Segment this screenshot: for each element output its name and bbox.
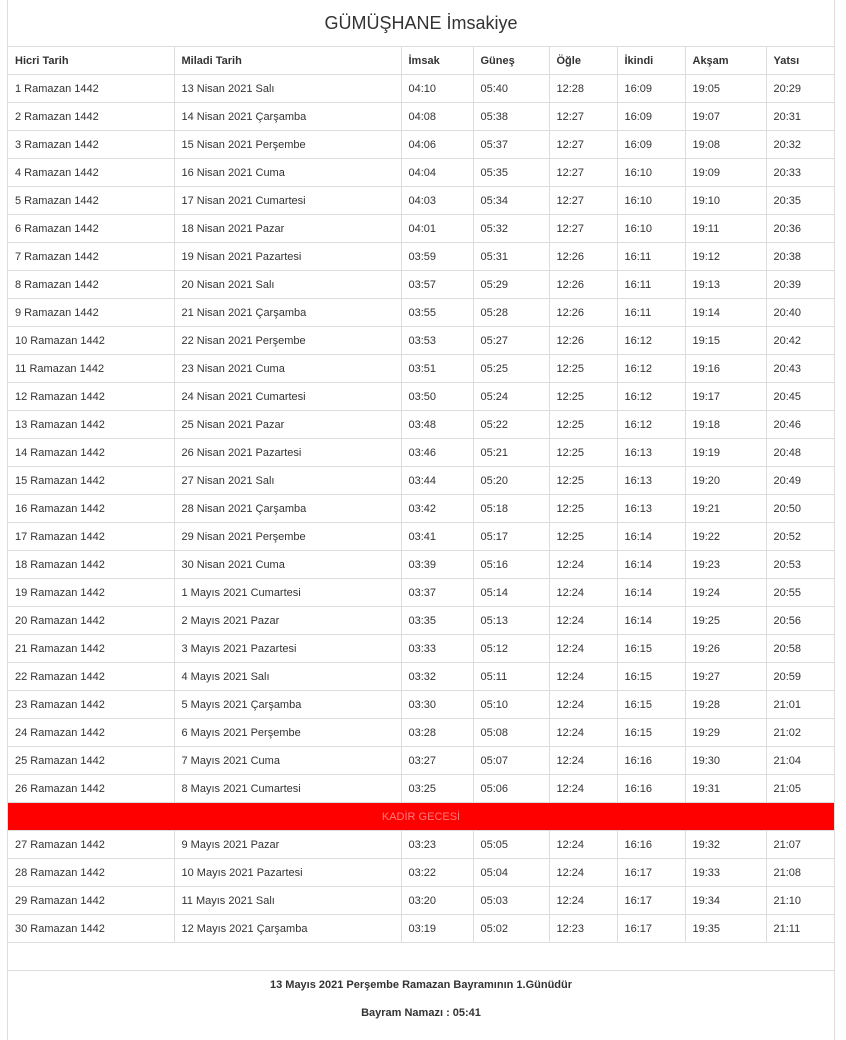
cell-gunes: 05:31 bbox=[473, 243, 549, 271]
header-miladi-tarih: Miladi Tarih bbox=[174, 47, 401, 75]
cell-ikindi: 16:13 bbox=[617, 495, 685, 523]
cell-hicri-tarih: 11 Ramazan 1442 bbox=[8, 355, 174, 383]
bayram-notice: 13 Mayıs 2021 Perşembe Ramazan Bayramının 1.Günüdür bbox=[269, 979, 573, 991]
cell-ikindi: 16:12 bbox=[617, 411, 685, 439]
cell-yatsi: 20:49 bbox=[766, 467, 834, 495]
cell-miladi-tarih: 18 Nisan 2021 Pazar bbox=[174, 215, 401, 243]
cell-aksam: 19:21 bbox=[685, 495, 766, 523]
cell-miladi-tarih: 9 Mayıs 2021 Pazar bbox=[174, 831, 401, 859]
table-row bbox=[8, 187, 834, 215]
cell-hicri-tarih: 5 Ramazan 1442 bbox=[8, 187, 174, 215]
cell-ikindi: 16:12 bbox=[617, 355, 685, 383]
cell-ikindi: 16:12 bbox=[617, 383, 685, 411]
cell-imsak: 03:46 bbox=[401, 439, 473, 467]
cell-hicri-tarih: 28 Ramazan 1442 bbox=[8, 859, 174, 887]
cell-yatsi: 21:10 bbox=[766, 887, 834, 915]
cell-yatsi: 21:04 bbox=[766, 747, 834, 775]
table-row bbox=[8, 579, 834, 607]
cell-aksam: 19:19 bbox=[685, 439, 766, 467]
cell-yatsi: 21:08 bbox=[766, 859, 834, 887]
table-row bbox=[8, 159, 834, 187]
cell-yatsi: 20:39 bbox=[766, 271, 834, 299]
cell-ogle: 12:27 bbox=[549, 159, 617, 187]
table-row bbox=[8, 887, 834, 915]
cell-imsak: 03:33 bbox=[401, 635, 473, 663]
cell-ogle: 12:24 bbox=[549, 887, 617, 915]
cell-miladi-tarih: 6 Mayıs 2021 Perşembe bbox=[174, 719, 401, 747]
table-row bbox=[8, 355, 834, 383]
cell-imsak: 03:27 bbox=[401, 747, 473, 775]
table-row bbox=[8, 383, 834, 411]
cell-imsak: 04:08 bbox=[401, 103, 473, 131]
cell-aksam: 19:23 bbox=[685, 551, 766, 579]
cell-ikindi: 16:15 bbox=[617, 635, 685, 663]
cell-hicri-tarih: 2 Ramazan 1442 bbox=[8, 103, 174, 131]
cell-ikindi: 16:11 bbox=[617, 271, 685, 299]
cell-gunes: 05:18 bbox=[473, 495, 549, 523]
cell-gunes: 05:22 bbox=[473, 411, 549, 439]
cell-gunes: 05:35 bbox=[473, 159, 549, 187]
cell-imsak: 03:51 bbox=[401, 355, 473, 383]
cell-yatsi: 20:29 bbox=[766, 75, 834, 103]
cell-aksam: 19:18 bbox=[685, 411, 766, 439]
cell-imsak: 03:32 bbox=[401, 663, 473, 691]
cell-yatsi: 20:43 bbox=[766, 355, 834, 383]
cell-ogle: 12:27 bbox=[549, 103, 617, 131]
cell-imsak: 03:20 bbox=[401, 887, 473, 915]
cell-ogle: 12:27 bbox=[549, 187, 617, 215]
cell-aksam: 19:15 bbox=[685, 327, 766, 355]
cell-ogle: 12:25 bbox=[549, 439, 617, 467]
table-row bbox=[8, 831, 834, 859]
cell-miladi-tarih: 19 Nisan 2021 Pazartesi bbox=[174, 243, 401, 271]
cell-gunes: 05:37 bbox=[473, 131, 549, 159]
cell-gunes: 05:11 bbox=[473, 663, 549, 691]
header-ogle: Öğle bbox=[549, 47, 617, 75]
cell-miladi-tarih: 11 Mayıs 2021 Salı bbox=[174, 887, 401, 915]
cell-yatsi: 20:59 bbox=[766, 663, 834, 691]
cell-gunes: 05:20 bbox=[473, 467, 549, 495]
table-row bbox=[8, 467, 834, 495]
cell-gunes: 05:05 bbox=[473, 831, 549, 859]
cell-gunes: 05:08 bbox=[473, 719, 549, 747]
cell-gunes: 05:13 bbox=[473, 607, 549, 635]
cell-yatsi: 20:31 bbox=[766, 103, 834, 131]
bayram-namazi-time: Bayram Namazı : 05:41 bbox=[361, 1007, 481, 1019]
cell-yatsi: 21:01 bbox=[766, 691, 834, 719]
cell-ikindi: 16:16 bbox=[617, 775, 685, 803]
cell-gunes: 05:24 bbox=[473, 383, 549, 411]
cell-hicri-tarih: 10 Ramazan 1442 bbox=[8, 327, 174, 355]
table-row bbox=[8, 775, 834, 803]
kadir-gecesi-row bbox=[8, 803, 834, 831]
cell-aksam: 19:05 bbox=[685, 75, 766, 103]
cell-aksam: 19:09 bbox=[685, 159, 766, 187]
cell-gunes: 05:16 bbox=[473, 551, 549, 579]
cell-yatsi: 20:50 bbox=[766, 495, 834, 523]
table-spacer bbox=[8, 943, 834, 971]
cell-gunes: 05:04 bbox=[473, 859, 549, 887]
cell-hicri-tarih: 4 Ramazan 1442 bbox=[8, 159, 174, 187]
cell-ogle: 12:24 bbox=[549, 719, 617, 747]
cell-ikindi: 16:11 bbox=[617, 299, 685, 327]
cell-aksam: 19:16 bbox=[685, 355, 766, 383]
cell-yatsi: 20:48 bbox=[766, 439, 834, 467]
cell-hicri-tarih: 8 Ramazan 1442 bbox=[8, 271, 174, 299]
cell-aksam: 19:13 bbox=[685, 271, 766, 299]
cell-aksam: 19:20 bbox=[685, 467, 766, 495]
cell-imsak: 03:41 bbox=[401, 523, 473, 551]
cell-ikindi: 16:10 bbox=[617, 159, 685, 187]
cell-gunes: 05:29 bbox=[473, 271, 549, 299]
cell-miladi-tarih: 29 Nisan 2021 Perşembe bbox=[174, 523, 401, 551]
cell-hicri-tarih: 25 Ramazan 1442 bbox=[8, 747, 174, 775]
cell-hicri-tarih: 26 Ramazan 1442 bbox=[8, 775, 174, 803]
cell-gunes: 05:32 bbox=[473, 215, 549, 243]
cell-ikindi: 16:14 bbox=[617, 551, 685, 579]
cell-ogle: 12:26 bbox=[549, 299, 617, 327]
cell-ogle: 12:26 bbox=[549, 243, 617, 271]
cell-miladi-tarih: 27 Nisan 2021 Salı bbox=[174, 467, 401, 495]
cell-ogle: 12:25 bbox=[549, 495, 617, 523]
cell-yatsi: 20:36 bbox=[766, 215, 834, 243]
cell-yatsi: 20:35 bbox=[766, 187, 834, 215]
cell-gunes: 05:14 bbox=[473, 579, 549, 607]
cell-gunes: 05:34 bbox=[473, 187, 549, 215]
cell-hicri-tarih: 6 Ramazan 1442 bbox=[8, 215, 174, 243]
cell-ikindi: 16:16 bbox=[617, 831, 685, 859]
cell-aksam: 19:32 bbox=[685, 831, 766, 859]
cell-aksam: 19:14 bbox=[685, 299, 766, 327]
cell-imsak: 03:48 bbox=[401, 411, 473, 439]
cell-miladi-tarih: 21 Nisan 2021 Çarşamba bbox=[174, 299, 401, 327]
cell-ikindi: 16:13 bbox=[617, 439, 685, 467]
cell-hicri-tarih: 14 Ramazan 1442 bbox=[8, 439, 174, 467]
cell-ikindi: 16:17 bbox=[617, 887, 685, 915]
cell-hicri-tarih: 9 Ramazan 1442 bbox=[8, 299, 174, 327]
cell-ikindi: 16:14 bbox=[617, 607, 685, 635]
cell-ogle: 12:23 bbox=[549, 915, 617, 943]
cell-ikindi: 16:09 bbox=[617, 131, 685, 159]
cell-yatsi: 20:33 bbox=[766, 159, 834, 187]
cell-ogle: 12:24 bbox=[549, 635, 617, 663]
cell-gunes: 05:21 bbox=[473, 439, 549, 467]
cell-yatsi: 21:07 bbox=[766, 831, 834, 859]
cell-aksam: 19:17 bbox=[685, 383, 766, 411]
cell-hicri-tarih: 21 Ramazan 1442 bbox=[8, 635, 174, 663]
cell-miladi-tarih: 14 Nisan 2021 Çarşamba bbox=[174, 103, 401, 131]
header-yatsi: Yatsı bbox=[766, 47, 834, 75]
cell-imsak: 03:53 bbox=[401, 327, 473, 355]
cell-aksam: 19:28 bbox=[685, 691, 766, 719]
cell-ogle: 12:24 bbox=[549, 775, 617, 803]
cell-gunes: 05:25 bbox=[473, 355, 549, 383]
cell-ikindi: 16:12 bbox=[617, 327, 685, 355]
cell-imsak: 03:39 bbox=[401, 551, 473, 579]
cell-ogle: 12:28 bbox=[549, 75, 617, 103]
table-row bbox=[8, 915, 834, 943]
cell-ogle: 12:27 bbox=[549, 131, 617, 159]
cell-miladi-tarih: 24 Nisan 2021 Cumartesi bbox=[174, 383, 401, 411]
cell-gunes: 05:10 bbox=[473, 691, 549, 719]
cell-ikindi: 16:09 bbox=[617, 75, 685, 103]
cell-aksam: 19:11 bbox=[685, 215, 766, 243]
cell-gunes: 05:38 bbox=[473, 103, 549, 131]
cell-ikindi: 16:17 bbox=[617, 915, 685, 943]
cell-imsak: 03:50 bbox=[401, 383, 473, 411]
cell-ikindi: 16:10 bbox=[617, 215, 685, 243]
cell-gunes: 05:28 bbox=[473, 299, 549, 327]
cell-miladi-tarih: 26 Nisan 2021 Pazartesi bbox=[174, 439, 401, 467]
table-row bbox=[8, 75, 834, 103]
table-row bbox=[8, 523, 834, 551]
header-hicri-tarih: Hicri Tarih bbox=[8, 47, 174, 75]
cell-hicri-tarih: 15 Ramazan 1442 bbox=[8, 467, 174, 495]
cell-ogle: 12:26 bbox=[549, 327, 617, 355]
cell-miladi-tarih: 13 Nisan 2021 Salı bbox=[174, 75, 401, 103]
header-aksam: Akşam bbox=[685, 47, 766, 75]
cell-gunes: 05:12 bbox=[473, 635, 549, 663]
cell-gunes: 05:06 bbox=[473, 775, 549, 803]
cell-hicri-tarih: 19 Ramazan 1442 bbox=[8, 579, 174, 607]
cell-ogle: 12:24 bbox=[549, 579, 617, 607]
cell-yatsi: 20:52 bbox=[766, 523, 834, 551]
cell-imsak: 03:35 bbox=[401, 607, 473, 635]
cell-hicri-tarih: 29 Ramazan 1442 bbox=[8, 887, 174, 915]
cell-aksam: 19:07 bbox=[685, 103, 766, 131]
cell-hicri-tarih: 23 Ramazan 1442 bbox=[8, 691, 174, 719]
cell-miladi-tarih: 16 Nisan 2021 Cuma bbox=[174, 159, 401, 187]
cell-ogle: 12:24 bbox=[549, 747, 617, 775]
cell-gunes: 05:27 bbox=[473, 327, 549, 355]
cell-yatsi: 21:05 bbox=[766, 775, 834, 803]
cell-imsak: 04:04 bbox=[401, 159, 473, 187]
cell-miladi-tarih: 30 Nisan 2021 Cuma bbox=[174, 551, 401, 579]
cell-ikindi: 16:15 bbox=[617, 719, 685, 747]
cell-miladi-tarih: 4 Mayıs 2021 Salı bbox=[174, 663, 401, 691]
cell-miladi-tarih: 22 Nisan 2021 Perşembe bbox=[174, 327, 401, 355]
table-row bbox=[8, 411, 834, 439]
table-row bbox=[8, 439, 834, 467]
cell-ikindi: 16:15 bbox=[617, 663, 685, 691]
cell-hicri-tarih: 20 Ramazan 1442 bbox=[8, 607, 174, 635]
cell-hicri-tarih: 7 Ramazan 1442 bbox=[8, 243, 174, 271]
cell-miladi-tarih: 15 Nisan 2021 Perşembe bbox=[174, 131, 401, 159]
imsakiye-panel bbox=[7, 0, 835, 1040]
cell-aksam: 19:08 bbox=[685, 131, 766, 159]
cell-ogle: 12:25 bbox=[549, 355, 617, 383]
cell-ikindi: 16:09 bbox=[617, 103, 685, 131]
cell-imsak: 03:28 bbox=[401, 719, 473, 747]
cell-ikindi: 16:14 bbox=[617, 523, 685, 551]
table-row bbox=[8, 719, 834, 747]
cell-ikindi: 16:16 bbox=[617, 747, 685, 775]
cell-hicri-tarih: 17 Ramazan 1442 bbox=[8, 523, 174, 551]
cell-ogle: 12:24 bbox=[549, 831, 617, 859]
cell-ogle: 12:26 bbox=[549, 271, 617, 299]
cell-imsak: 03:22 bbox=[401, 859, 473, 887]
cell-miladi-tarih: 28 Nisan 2021 Çarşamba bbox=[174, 495, 401, 523]
cell-imsak: 04:03 bbox=[401, 187, 473, 215]
cell-miladi-tarih: 12 Mayıs 2021 Çarşamba bbox=[174, 915, 401, 943]
cell-ogle: 12:25 bbox=[549, 411, 617, 439]
cell-hicri-tarih: 30 Ramazan 1442 bbox=[8, 915, 174, 943]
cell-imsak: 03:19 bbox=[401, 915, 473, 943]
cell-aksam: 19:31 bbox=[685, 775, 766, 803]
cell-hicri-tarih: 24 Ramazan 1442 bbox=[8, 719, 174, 747]
cell-imsak: 03:42 bbox=[401, 495, 473, 523]
table-row bbox=[8, 747, 834, 775]
cell-miladi-tarih: 5 Mayıs 2021 Çarşamba bbox=[174, 691, 401, 719]
cell-imsak: 04:01 bbox=[401, 215, 473, 243]
cell-imsak: 04:10 bbox=[401, 75, 473, 103]
table-row bbox=[8, 215, 834, 243]
cell-imsak: 03:30 bbox=[401, 691, 473, 719]
table-body bbox=[8, 75, 834, 943]
table-row bbox=[8, 271, 834, 299]
table-row bbox=[8, 243, 834, 271]
cell-gunes: 05:03 bbox=[473, 887, 549, 915]
table-header-row bbox=[8, 47, 834, 75]
cell-imsak: 04:06 bbox=[401, 131, 473, 159]
cell-ogle: 12:25 bbox=[549, 467, 617, 495]
cell-miladi-tarih: 25 Nisan 2021 Pazar bbox=[174, 411, 401, 439]
cell-aksam: 19:35 bbox=[685, 915, 766, 943]
cell-yatsi: 20:42 bbox=[766, 327, 834, 355]
imsakiye-table bbox=[8, 47, 834, 943]
cell-miladi-tarih: 3 Mayıs 2021 Pazartesi bbox=[174, 635, 401, 663]
cell-hicri-tarih: 18 Ramazan 1442 bbox=[8, 551, 174, 579]
table-row bbox=[8, 607, 834, 635]
cell-yatsi: 20:45 bbox=[766, 383, 834, 411]
cell-ogle: 12:24 bbox=[549, 691, 617, 719]
cell-aksam: 19:33 bbox=[685, 859, 766, 887]
cell-miladi-tarih: 7 Mayıs 2021 Cuma bbox=[174, 747, 401, 775]
cell-miladi-tarih: 17 Nisan 2021 Cumartesi bbox=[174, 187, 401, 215]
cell-imsak: 03:55 bbox=[401, 299, 473, 327]
cell-imsak: 03:44 bbox=[401, 467, 473, 495]
cell-hicri-tarih: 1 Ramazan 1442 bbox=[8, 75, 174, 103]
cell-imsak: 03:59 bbox=[401, 243, 473, 271]
cell-ikindi: 16:10 bbox=[617, 187, 685, 215]
page-title: GÜMÜŞHANE İmsakiye bbox=[8, 0, 834, 47]
cell-miladi-tarih: 20 Nisan 2021 Salı bbox=[174, 271, 401, 299]
table-row bbox=[8, 663, 834, 691]
header-gunes: Güneş bbox=[473, 47, 549, 75]
cell-yatsi: 20:58 bbox=[766, 635, 834, 663]
cell-aksam: 19:22 bbox=[685, 523, 766, 551]
cell-yatsi: 20:55 bbox=[766, 579, 834, 607]
table-row bbox=[8, 103, 834, 131]
cell-miladi-tarih: 2 Mayıs 2021 Pazar bbox=[174, 607, 401, 635]
cell-imsak: 03:37 bbox=[401, 579, 473, 607]
cell-imsak: 03:23 bbox=[401, 831, 473, 859]
table-row bbox=[8, 691, 834, 719]
cell-hicri-tarih: 22 Ramazan 1442 bbox=[8, 663, 174, 691]
table-row bbox=[8, 495, 834, 523]
header-imsak: İmsak bbox=[401, 47, 473, 75]
cell-aksam: 19:24 bbox=[685, 579, 766, 607]
cell-hicri-tarih: 12 Ramazan 1442 bbox=[8, 383, 174, 411]
cell-ogle: 12:24 bbox=[549, 663, 617, 691]
cell-yatsi: 20:40 bbox=[766, 299, 834, 327]
cell-ikindi: 16:11 bbox=[617, 243, 685, 271]
cell-aksam: 19:29 bbox=[685, 719, 766, 747]
table-row bbox=[8, 859, 834, 887]
table-row bbox=[8, 327, 834, 355]
cell-aksam: 19:10 bbox=[685, 187, 766, 215]
kadir-gecesi-label: KADİR GECESİ bbox=[8, 803, 834, 831]
cell-yatsi: 21:02 bbox=[766, 719, 834, 747]
table-row bbox=[8, 551, 834, 579]
cell-gunes: 05:02 bbox=[473, 915, 549, 943]
cell-hicri-tarih: 27 Ramazan 1442 bbox=[8, 831, 174, 859]
cell-aksam: 19:34 bbox=[685, 887, 766, 915]
cell-ikindi: 16:17 bbox=[617, 859, 685, 887]
cell-ogle: 12:24 bbox=[549, 859, 617, 887]
cell-gunes: 05:07 bbox=[473, 747, 549, 775]
cell-yatsi: 20:38 bbox=[766, 243, 834, 271]
cell-ikindi: 16:14 bbox=[617, 579, 685, 607]
cell-gunes: 05:17 bbox=[473, 523, 549, 551]
cell-ogle: 12:25 bbox=[549, 523, 617, 551]
header-ikindi: İkindi bbox=[617, 47, 685, 75]
cell-ogle: 12:25 bbox=[549, 383, 617, 411]
table-row bbox=[8, 131, 834, 159]
cell-aksam: 19:30 bbox=[685, 747, 766, 775]
cell-aksam: 19:12 bbox=[685, 243, 766, 271]
cell-aksam: 19:25 bbox=[685, 607, 766, 635]
cell-miladi-tarih: 1 Mayıs 2021 Cumartesi bbox=[174, 579, 401, 607]
cell-miladi-tarih: 10 Mayıs 2021 Pazartesi bbox=[174, 859, 401, 887]
cell-yatsi: 20:46 bbox=[766, 411, 834, 439]
cell-miladi-tarih: 8 Mayıs 2021 Cumartesi bbox=[174, 775, 401, 803]
cell-yatsi: 21:11 bbox=[766, 915, 834, 943]
cell-gunes: 05:40 bbox=[473, 75, 549, 103]
table-row bbox=[8, 635, 834, 663]
cell-ikindi: 16:15 bbox=[617, 691, 685, 719]
cell-miladi-tarih: 23 Nisan 2021 Cuma bbox=[174, 355, 401, 383]
cell-yatsi: 20:32 bbox=[766, 131, 834, 159]
cell-imsak: 03:25 bbox=[401, 775, 473, 803]
cell-ikindi: 16:13 bbox=[617, 467, 685, 495]
cell-hicri-tarih: 13 Ramazan 1442 bbox=[8, 411, 174, 439]
cell-ogle: 12:27 bbox=[549, 215, 617, 243]
cell-yatsi: 20:53 bbox=[766, 551, 834, 579]
cell-imsak: 03:57 bbox=[401, 271, 473, 299]
table-row bbox=[8, 299, 834, 327]
cell-aksam: 19:26 bbox=[685, 635, 766, 663]
cell-hicri-tarih: 16 Ramazan 1442 bbox=[8, 495, 174, 523]
cell-yatsi: 20:56 bbox=[766, 607, 834, 635]
cell-hicri-tarih: 3 Ramazan 1442 bbox=[8, 131, 174, 159]
cell-ogle: 12:24 bbox=[549, 607, 617, 635]
cell-ogle: 12:24 bbox=[549, 551, 617, 579]
cell-aksam: 19:27 bbox=[685, 663, 766, 691]
